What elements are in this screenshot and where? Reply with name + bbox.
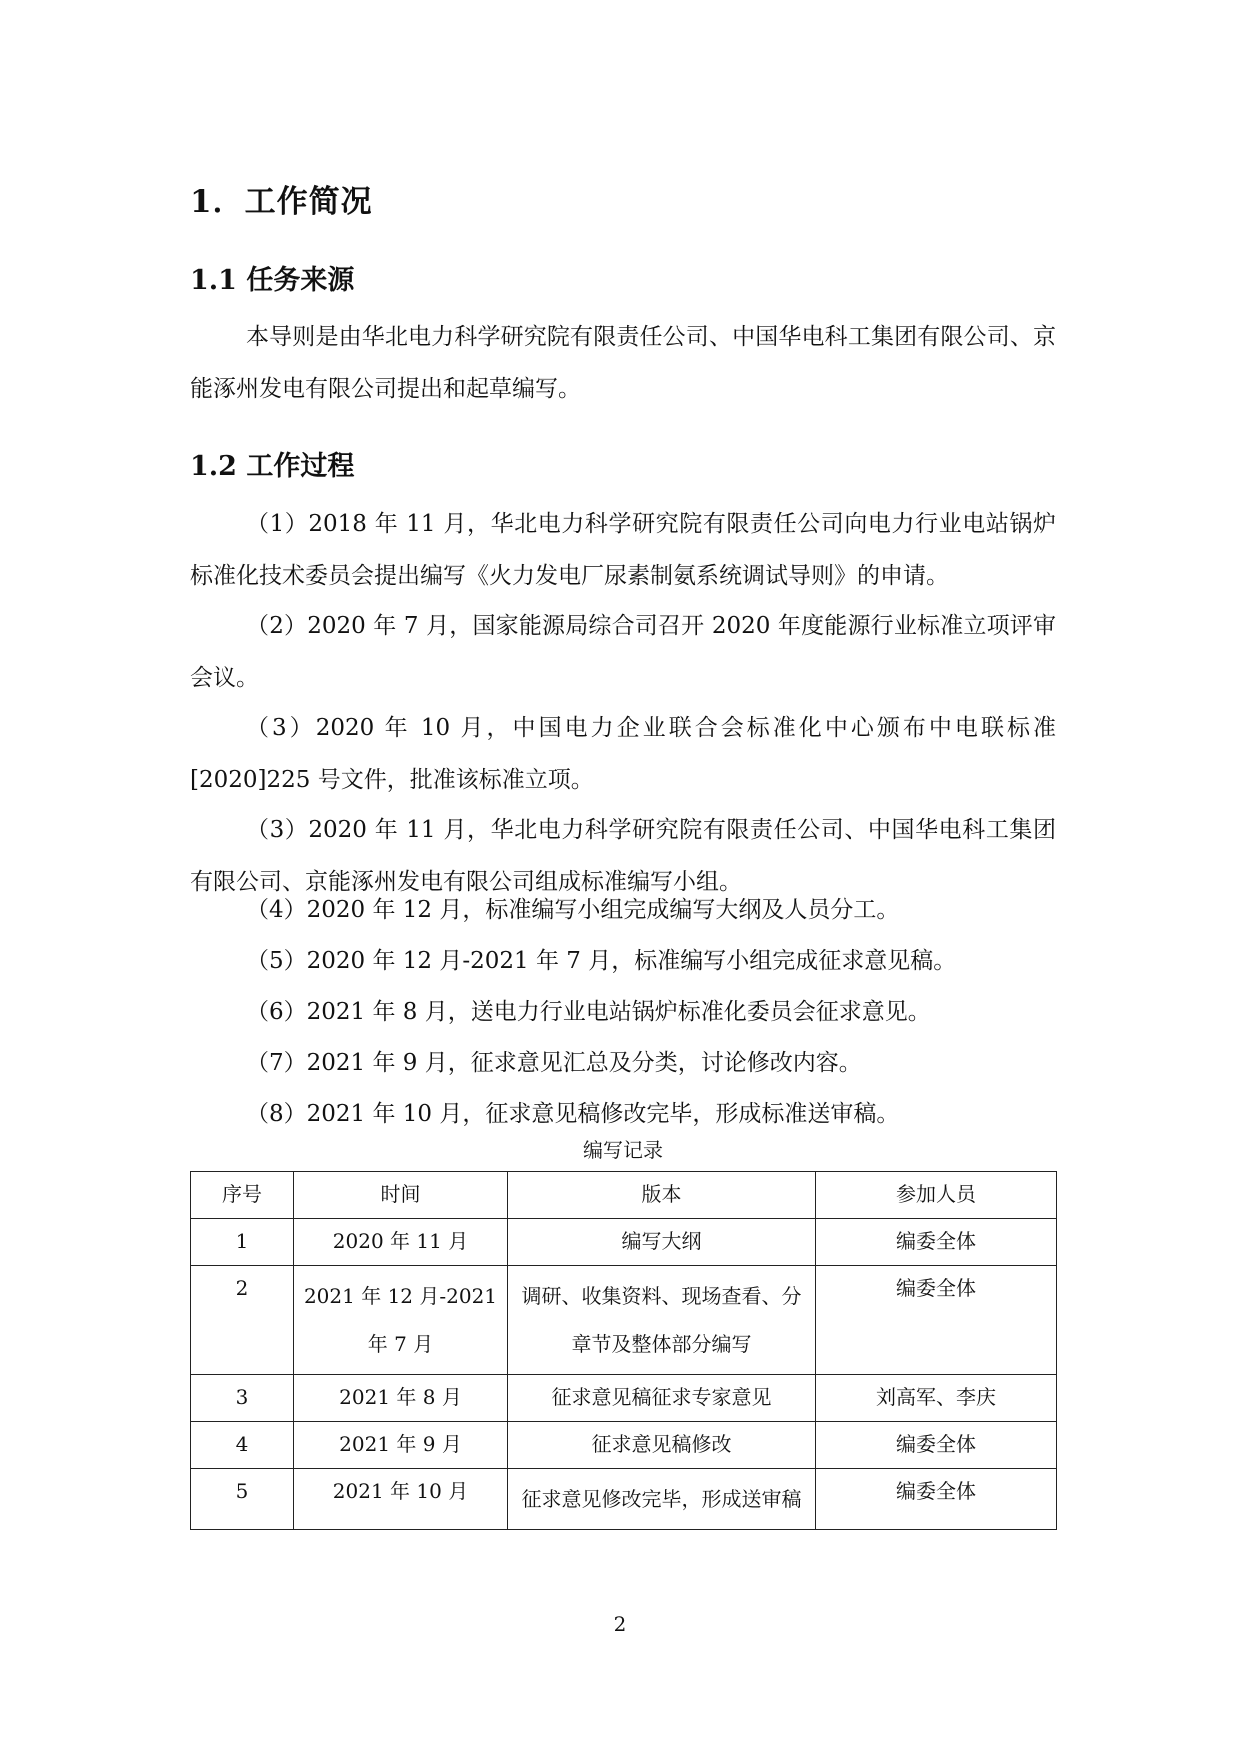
cell-time: 2020 年 11 月 (294, 1219, 508, 1266)
process-item: （5）2020 年 12 月-2021 年 7 月，标准编写小组完成征求意见稿。 (246, 948, 957, 974)
cell-serial: 1 (191, 1219, 294, 1266)
cell-serial: 2 (191, 1266, 294, 1375)
cell-time: 2021 年 12 月-2021 年 7 月 (294, 1266, 508, 1375)
task-source-paragraph: 本导则是由华北电力科学研究院有限责任公司、中国华电科工集团有限公司、京能涿州发电有限公司提出和起草编写。 (190, 324, 1056, 402)
cell-version: 征求意见稿修改 (508, 1422, 816, 1469)
cell-participants: 编委全体 (816, 1422, 1057, 1469)
cell-serial: 3 (191, 1375, 294, 1422)
cell-participants: 编委全体 (816, 1219, 1057, 1266)
header-serial: 序号 (191, 1172, 294, 1219)
page-number: 2 (613, 1612, 627, 1636)
table-row (191, 1219, 1057, 1266)
process-item: （8）2021 年 10 月，征求意见稿修改完毕，形成标准送审稿。 (246, 1101, 900, 1127)
process-item: （4）2020 年 12 月，标准编写小组完成编写大纲及人员分工。 (246, 897, 900, 923)
header-time: 时间 (294, 1172, 508, 1219)
cell-participants: 刘高军、李庆 (816, 1375, 1057, 1422)
writing-record-table (190, 1171, 1057, 1530)
section-1-1-heading: 1.1 任务来源 (190, 265, 355, 296)
table-row (191, 1469, 1057, 1530)
process-item: （3）2020 年 10 月，中国电力企业联合会标准化中心颁布中电联标准[2020]225 号文件，批准该标准立项。 (190, 715, 1056, 793)
table-header-row (191, 1172, 1057, 1219)
process-item: （2）2020 年 7 月，国家能源局综合司召开 2020 年度能源行业标准立项评审会议。 (190, 613, 1056, 691)
section-1-heading: 1．工作简况 (190, 184, 373, 220)
cell-version: 征求意见修改完毕，形成送审稿 (508, 1469, 816, 1530)
table-row (191, 1422, 1057, 1469)
process-item: （1）2018 年 11 月，华北电力科学研究院有限责任公司向电力行业电站锅炉标准化技术委员会提出编写《火力发电厂尿素制氨系统调试导则》的申请。 (190, 511, 1056, 589)
cell-time: 2021 年 10 月 (294, 1469, 508, 1530)
process-item: （3）2020 年 11 月，华北电力科学研究院有限责任公司、中国华电科工集团有限公司、京能涿州发电有限公司组成标准编写小组。 (190, 817, 1056, 895)
process-item: （7）2021 年 9 月，征求意见汇总及分类，讨论修改内容。 (246, 1050, 862, 1076)
table-row (191, 1375, 1057, 1422)
cell-time: 2021 年 9 月 (294, 1422, 508, 1469)
table-row (191, 1266, 1057, 1375)
cell-version: 征求意见稿征求专家意见 (508, 1375, 816, 1422)
header-version: 版本 (508, 1172, 816, 1219)
cell-serial: 4 (191, 1422, 294, 1469)
cell-participants: 编委全体 (816, 1266, 1057, 1375)
cell-participants: 编委全体 (816, 1469, 1057, 1530)
process-item: （6）2021 年 8 月，送电力行业电站锅炉标准化委员会征求意见。 (246, 999, 931, 1025)
cell-version: 编写大纲 (508, 1219, 816, 1266)
cell-serial: 5 (191, 1469, 294, 1530)
cell-time: 2021 年 8 月 (294, 1375, 508, 1422)
table-caption: 编写记录 (583, 1138, 663, 1162)
header-participants: 参加人员 (816, 1172, 1057, 1219)
cell-version: 调研、收集资料、现场查看、分章节及整体部分编写 (508, 1266, 816, 1375)
section-1-2-heading: 1.2 工作过程 (190, 451, 355, 482)
